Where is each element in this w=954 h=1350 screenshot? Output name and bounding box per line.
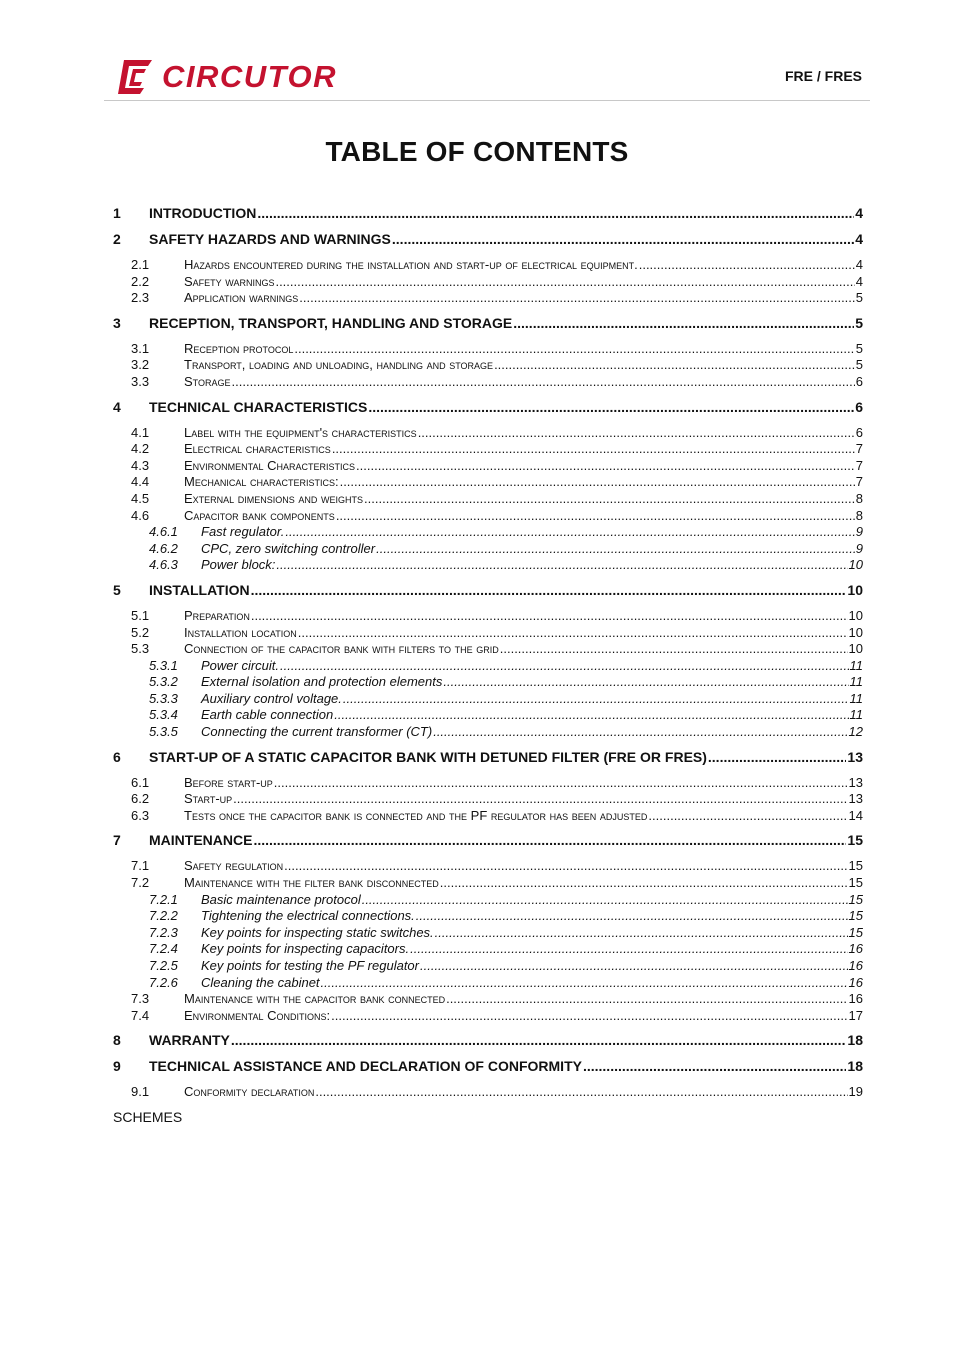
toc-entry-5-3-1[interactable] (113, 658, 863, 675)
toc-entry-5-3-3[interactable] (113, 691, 863, 708)
toc-entry-page: 7 (855, 457, 863, 473)
toc-entry-number: 3.2 (131, 357, 150, 373)
toc-entry-number: 9 (113, 1058, 121, 1075)
toc-entry-number: 7.2.6 (149, 974, 178, 990)
toc-entry-label: Electrical characteristics (184, 441, 331, 457)
toc-entry-label: Cleaning the cabinet (201, 974, 320, 990)
toc-entry-page: 6 (855, 373, 863, 389)
toc-entry-page: 4 (855, 257, 863, 272)
toc-entry-label: Fast regulator. (201, 524, 285, 540)
toc-leader-dots (251, 582, 847, 598)
toc-entry-page: 4 (855, 273, 863, 289)
toc-entry-number: 3.1 (131, 340, 150, 356)
toc-entry-6-3[interactable] (113, 808, 863, 825)
toc-entry-label: RECEPTION, TRANSPORT, HANDLING AND STORAGE (149, 314, 513, 331)
toc-leader-dots (257, 205, 854, 221)
toc-entry-7-2-5[interactable] (113, 958, 863, 975)
toc-leader-dots (233, 791, 847, 806)
toc-entry-label: CPC, zero switching controller (201, 540, 376, 556)
toc-entry-number: 2.3 (131, 290, 150, 306)
toc-entry-4-6-1[interactable] (113, 524, 863, 541)
toc-entry-label: Installation location (184, 624, 297, 640)
toc-entry-number: 5.3.1 (149, 657, 178, 673)
toc-entry-3-1[interactable] (113, 341, 863, 358)
toc-leader-dots (294, 341, 854, 356)
toc-entry-4-3[interactable] (113, 458, 863, 475)
toc-entry-label: Before start-up (184, 774, 273, 790)
toc-entry-5-3[interactable] (113, 641, 863, 658)
toc-entry-2-3[interactable] (113, 290, 863, 307)
toc-entry-page: 18 (847, 1032, 863, 1049)
toc-leader-dots (362, 892, 848, 907)
toc-entry-label: Mechanical characteristics: (184, 474, 339, 490)
toc-leader-dots (276, 557, 847, 572)
toc-entry-page: 18 (847, 1058, 863, 1075)
toc-entry-page: 8 (855, 490, 863, 506)
circutor-logo-icon (116, 57, 156, 97)
toc-leader-dots (513, 315, 854, 331)
toc-entry-page: 12 (848, 724, 863, 740)
toc-entry-page: 11 (849, 674, 863, 690)
toc-entry-label: TECHNICAL CHARACTERISTICS (149, 398, 368, 415)
toc-leader-dots (232, 374, 855, 389)
toc-entry-page: 8 (855, 507, 863, 523)
toc-entry-page: 11 (849, 690, 863, 706)
toc-entry-label: Environmental Conditions: (184, 1007, 331, 1023)
toc-entry-label: External isolation and protection elements (201, 674, 443, 690)
toc-entry-number: 2 (113, 231, 121, 247)
toc-leader-dots (299, 290, 854, 305)
toc-entry-label: Power circuit. (201, 657, 280, 673)
document-code: FRE / FRES (784, 68, 862, 84)
toc-entry-2-2[interactable] (113, 274, 863, 291)
toc-leader-dots (331, 1008, 847, 1023)
toc-entry-4-6-2[interactable] (113, 541, 863, 558)
toc-entry-label: External dimensions and weights (184, 490, 364, 506)
toc-entry-2-1[interactable] (113, 257, 863, 274)
toc-entry-9[interactable] (113, 1058, 863, 1076)
toc-entry-6-1[interactable] (113, 775, 863, 792)
toc-entry-7-3[interactable] (113, 991, 863, 1008)
toc-entry-number: 7.2.1 (149, 891, 178, 907)
toc-entry-label: TECHNICAL ASSISTANCE AND DECLARATION OF CONFORMITY (149, 1058, 582, 1075)
toc-entry-4-6[interactable] (113, 508, 863, 525)
toc-leader-dots (416, 908, 848, 923)
toc-entry-number: 7.2.5 (149, 958, 178, 973)
toc-entry-6-2[interactable] (113, 791, 863, 808)
toc-entry-label: Transport, loading and unloading, handling and storage (184, 357, 494, 373)
toc-entry-label: Earth cable connection (201, 707, 334, 723)
toc-entry-page: 17 (848, 1007, 863, 1023)
toc-entry-page: 5 (855, 290, 863, 306)
toc-entry-label: WARRANTY (149, 1032, 230, 1049)
brand-name: CIRCUTOR (162, 59, 338, 94)
toc-entry-7-2[interactable] (113, 875, 863, 892)
toc-entry-9-1[interactable] (113, 1084, 863, 1101)
toc-entry-label: Key points for testing the PF regulator (201, 958, 419, 973)
toc-entry-page: 5 (855, 340, 863, 356)
toc-entry-label: Key points for inspecting capacitors. (201, 941, 410, 957)
toc-entry-4-4[interactable] (113, 474, 863, 491)
toc-entry-number: 7.2.4 (149, 941, 178, 957)
toc-entry-page: 9 (855, 540, 863, 556)
toc-leader-dots (500, 641, 848, 656)
toc-entry-label: Label with the equipment's characteristics (184, 424, 417, 440)
toc-entry-4-2[interactable] (113, 441, 863, 458)
toc-leader-dots (708, 749, 847, 765)
toc-entry-5-3-5[interactable] (113, 724, 863, 741)
toc-entry-7[interactable] (113, 832, 863, 850)
toc-leader-dots (315, 1084, 847, 1099)
toc-leader-dots (368, 399, 854, 415)
toc-entry-label: Conformity declaration (184, 1084, 315, 1100)
toc-entry-number: 4.6.2 (149, 540, 178, 556)
toc-leader-dots (343, 691, 849, 706)
toc-entry-page: 15 (848, 908, 863, 924)
toc-entry-number: 6 (113, 748, 121, 765)
toc-entry-number: 4.5 (131, 490, 150, 506)
toc-entry-7-2-2[interactable] (113, 908, 863, 925)
circutor-logo (116, 56, 337, 98)
toc-entry-label: START-UP OF A STATIC CAPACITOR BANK WITH DETUNED FILTER (FRE OR FRES) (149, 748, 707, 765)
toc-entry-page: 5 (855, 314, 863, 331)
toc-entry-number: 4.4 (131, 474, 150, 490)
toc-entry-label: Start-up (184, 791, 233, 807)
toc-leader-dots (231, 1032, 847, 1048)
toc-entry-label: Application warnings (184, 290, 299, 306)
toc-entry-number: 1 (113, 205, 121, 221)
toc-entry-label: Connecting the current transformer (CT) (201, 724, 433, 740)
toc-leader-dots (274, 775, 848, 790)
toc-leader-dots (392, 231, 854, 247)
toc-leader-dots (284, 858, 847, 873)
toc-entry-4-1[interactable] (113, 425, 863, 442)
toc-entry-page: 16 (848, 958, 863, 973)
toc-leader-dots (251, 608, 848, 623)
toc-entry-7-2-6[interactable] (113, 975, 863, 992)
toc-entry-number: 5.3.5 (149, 724, 178, 740)
toc-entry-label: Safety regulation (184, 858, 284, 874)
toc-entry-page: 15 (848, 858, 863, 874)
toc-entry-number: 8 (113, 1032, 121, 1049)
toc-entry-number: 5 (113, 581, 121, 598)
toc-entry-label: Capacitor bank components (184, 507, 335, 523)
toc-entry-number: 7 (113, 832, 121, 849)
toc-entry-7-2-4[interactable] (113, 941, 863, 958)
toc-entry-page: 19 (848, 1084, 863, 1100)
toc-entry-number: 7.1 (131, 858, 150, 874)
toc-entry-page: 10 (847, 581, 863, 598)
toc-entry-page: 6 (855, 424, 863, 440)
toc-entry-5[interactable] (113, 582, 863, 600)
toc-entry-5-1[interactable] (113, 608, 863, 625)
toc-entry-page: 16 (848, 941, 863, 957)
toc-leader-dots (280, 658, 848, 673)
toc-leader-dots (376, 541, 855, 556)
toc-entry-page: 15 (847, 832, 863, 849)
toc-leader-dots (334, 707, 848, 722)
toc-entry-page: 9 (855, 524, 863, 540)
toc-entry-label: Auxiliary control voltage. (201, 690, 342, 706)
toc-entry-label: Connection of the capacitor bank with filters to the grid (184, 641, 499, 657)
toc-leader-dots (420, 958, 848, 973)
toc-entry-number: 4.6.3 (149, 557, 178, 573)
toc-entry-number: 4.2 (131, 441, 150, 457)
toc-entry-page: 5 (855, 357, 863, 373)
toc-entry-label: Basic maintenance protocol (201, 891, 361, 907)
toc-leader-dots (340, 474, 855, 489)
toc-entry-number: 6.1 (131, 774, 150, 790)
toc-entry-label: Environmental Characteristics (184, 457, 356, 473)
toc-leader-dots (285, 524, 854, 539)
toc-entry-number: 5.3 (131, 641, 150, 657)
toc-entry-page: 13 (848, 791, 863, 807)
toc-leader-dots (494, 357, 855, 372)
toc-entry-page: 15 (848, 875, 863, 891)
toc-leader-dots (253, 832, 846, 848)
toc-leader-dots (356, 458, 855, 473)
toc-entry-5-3-4[interactable] (113, 707, 863, 724)
toc-leader-dots (364, 491, 855, 506)
toc-entry-number: 5.2 (131, 624, 150, 640)
toc-entry-page: 10 (848, 641, 863, 657)
toc-entry-page: 6 (855, 398, 863, 415)
toc-entry-7-2-1[interactable] (113, 892, 863, 909)
toc-entry-number: 5.3.2 (149, 674, 178, 690)
toc-leader-dots (435, 925, 848, 940)
toc-entry-page: 16 (848, 991, 863, 1007)
toc-leader-dots (443, 674, 848, 689)
toc-entry-label: Key points for inspecting static switches. (201, 924, 434, 940)
toc-entry-5-2[interactable] (113, 625, 863, 642)
toc-entry-page: 13 (848, 774, 863, 790)
page-title: TABLE OF CONTENTS (325, 136, 629, 167)
toc-entry-number: 4.1 (131, 424, 150, 440)
toc-leader-dots (275, 274, 854, 289)
toc-entry-3-3[interactable] (113, 374, 863, 391)
toc-entry-page: 15 (848, 891, 863, 907)
toc-entry-label: Tests once the capacitor bank is connected and the PF regulator has been adjusted (184, 807, 648, 823)
toc-leader-dots (433, 724, 847, 739)
toc-entry-label: Storage (184, 373, 231, 389)
toc-entry-number: 3.3 (131, 373, 150, 389)
toc-entry-number: 4.6 (131, 507, 150, 523)
toc-entry-label: Reception protocol (184, 340, 294, 356)
toc-leader-dots (332, 441, 855, 456)
toc-entry-number: 4.3 (131, 457, 150, 473)
toc-entry-page: 13 (847, 748, 863, 765)
toc-entry-number: 4.6.1 (149, 524, 178, 540)
toc-entry-1[interactable] (113, 205, 863, 223)
toc-entry-7-4[interactable] (113, 1008, 863, 1025)
toc-entry-7-2-3[interactable] (113, 925, 863, 942)
toc-entry-label: INSTALLATION (149, 581, 250, 598)
toc-entry-number: 5.1 (131, 607, 150, 623)
toc-entry-number: 3 (113, 314, 121, 331)
toc-schemes[interactable]: SCHEMES (113, 1108, 183, 1125)
toc-leader-dots (446, 991, 847, 1006)
toc-leader-dots (321, 975, 848, 990)
toc-entry-page: 7 (855, 474, 863, 490)
toc-leader-dots (639, 257, 855, 272)
table-of-contents (113, 197, 863, 1125)
toc-entry-number: 6.2 (131, 791, 150, 807)
toc-leader-dots (440, 875, 848, 890)
toc-entry-page: 15 (848, 924, 863, 940)
toc-entry-number: 5.3.4 (149, 707, 178, 723)
toc-entry-label: Tightening the electrical connections. (201, 908, 415, 924)
toc-entry-number: 7.2.2 (149, 908, 178, 924)
toc-entry-number: 2.2 (131, 273, 150, 289)
toc-entry-page: 4 (855, 205, 863, 221)
toc-entry-page: 16 (848, 974, 863, 990)
toc-entry-4-6-3[interactable] (113, 557, 863, 574)
toc-entry-label: SAFETY HAZARDS AND WARNINGS (149, 231, 391, 247)
toc-entry-number: 7.2 (131, 875, 150, 891)
page-header (104, 54, 870, 101)
toc-entry-page: 4 (855, 231, 863, 247)
toc-entry-4[interactable] (113, 399, 863, 417)
toc-entry-label: Preparation (184, 607, 250, 623)
toc-entry-number: 4 (113, 398, 121, 415)
toc-entry-page: 11 (849, 707, 863, 723)
toc-entry-number: 7.4 (131, 1007, 150, 1023)
toc-entry-4-5[interactable] (113, 491, 863, 508)
toc-entry-label: Maintenance with the capacitor bank connected (184, 991, 446, 1007)
toc-entry-label: MAINTENANCE (149, 832, 253, 849)
toc-leader-dots (336, 508, 855, 523)
toc-entry-3[interactable] (113, 315, 863, 333)
toc-entry-label: INTRODUCTION (149, 205, 257, 221)
toc-entry-5-3-2[interactable] (113, 674, 863, 691)
toc-leader-dots (583, 1058, 846, 1074)
toc-entry-page: 11 (849, 657, 863, 673)
toc-entry-number: 5.3.3 (149, 690, 178, 706)
toc-entry-number: 9.1 (131, 1084, 150, 1100)
toc-entry-number: 7.3 (131, 991, 150, 1007)
toc-entry-page: 14 (848, 807, 863, 823)
toc-entry-page: 10 (848, 607, 863, 623)
toc-entry-label: Hazards encountered during the installation and start-up of electrical equipment. (184, 257, 638, 272)
toc-entry-6[interactable] (113, 749, 863, 767)
toc-entry-number: 7.2.3 (149, 924, 178, 940)
toc-entry-label: Power block: (201, 557, 276, 573)
toc-leader-dots (298, 625, 848, 640)
toc-leader-dots (648, 808, 847, 823)
toc-entry-3-2[interactable] (113, 357, 863, 374)
toc-entry-page: 7 (855, 441, 863, 457)
toc-entry-7-1[interactable] (113, 858, 863, 875)
toc-entry-8[interactable] (113, 1032, 863, 1050)
toc-entry-2[interactable] (113, 231, 863, 249)
toc-leader-dots (418, 425, 855, 440)
toc-entry-number: 6.3 (131, 807, 150, 823)
toc-entry-page: 10 (848, 557, 863, 573)
toc-entry-page: 10 (848, 624, 863, 640)
toc-entry-label: Safety warnings (184, 273, 275, 289)
toc-entry-number: 2.1 (131, 257, 150, 272)
toc-leader-dots (410, 941, 847, 956)
toc-entry-label: Maintenance with the filter bank disconnected (184, 875, 439, 891)
